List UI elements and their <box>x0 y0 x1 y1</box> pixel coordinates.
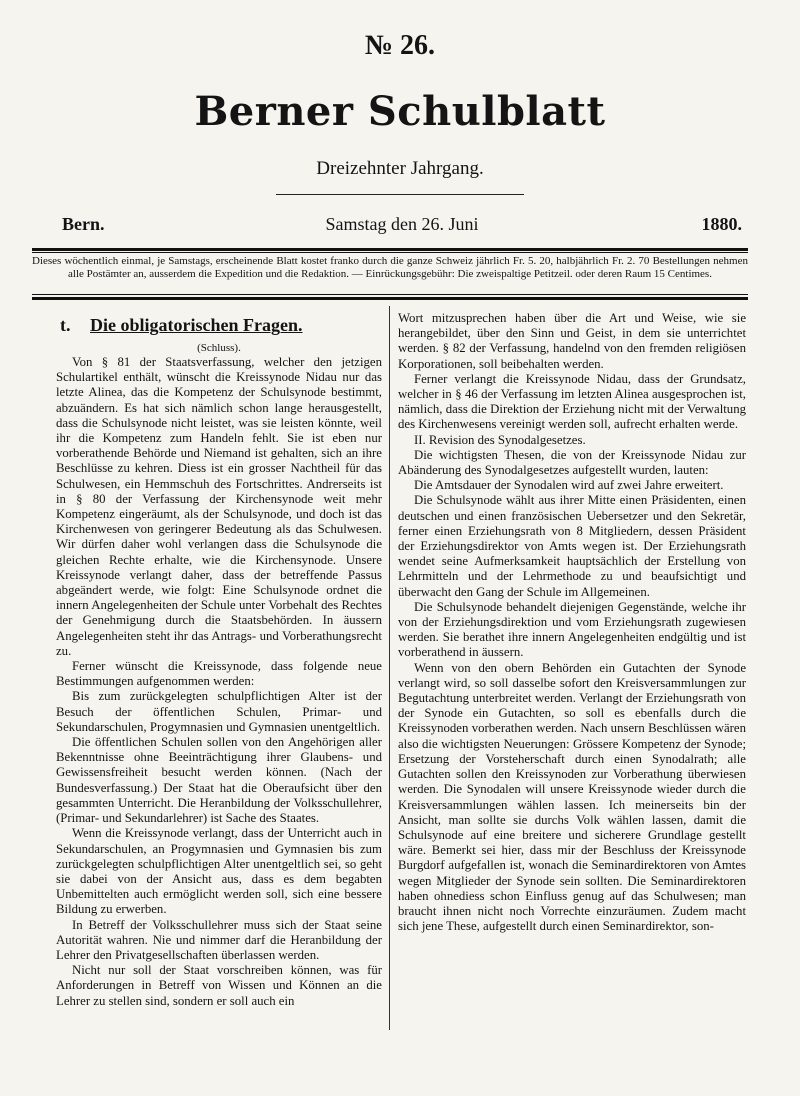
issue-date: Samstag den 26. Juni <box>325 214 479 234</box>
paragraph: Wort mitzusprechen haben über die Art und Weise, wie sie herangebildet, über den Sinn und Geist, in dem sie unterrichtet werden. § 82 der Verfassung, handelnd von den fremden religiösen Korporationen, soll beibehalten werden. <box>398 311 746 371</box>
paragraph: In Betreff der Volksschullehrer muss sich der Staat seine Autorität wahren. Nie und nimmer darf die Heranbildung der Lehrer den Privatgesellschaften überlassen werden. <box>56 917 382 962</box>
rule-bottom-thick <box>32 297 748 300</box>
paragraph: Die wichtigsten Thesen, die von der Kreissynode Nidau zur Abänderung des Synodalgesetzes aufgestellt wurden, lauten: <box>398 447 746 478</box>
left-column <box>56 313 382 1009</box>
rule-top-thin <box>32 252 748 253</box>
paragraph: Ferner wünscht die Kreissynode, dass folgende neue Bestimmungen aufgenommen werden: <box>56 659 382 689</box>
rule-bottom-thin <box>32 294 748 295</box>
paragraph: Ferner verlangt die Kreissynode Nidau, dass der Grundsatz, welcher in § 46 der Verfassung im letzten Alinea ausgesprochen ist, nämlich, dass die Direktion der Erziehung nicht mit der Verwaltung des Kirchenwesens vereinigt werden soll, aufrecht erhalten werde. <box>398 371 746 432</box>
paragraph: Wenn die Kreissynode verlangt, dass der Unterricht auch in Sekundarschulen, an Progymnasien und Gymnasien bis zum zurückgelegten schulpflichtigen Alter unentgeltlich sei, so geht sie dabei von der Ansicht aus, dass es dem begabten Unbemittelten auch ermöglicht werden soll, sich eine bessere Bildung zu erwerben. <box>56 826 382 917</box>
paragraph: Nicht nur soll der Staat vorschreiben können, was für Anforderungen in Betreff von Wissen und Können an die Lehrer zu stellen sind, sondern er soll auch ein <box>56 963 382 1008</box>
volume-subtitle: Dreizehnter Jahrgang. <box>316 158 484 179</box>
column-divider <box>389 306 390 1030</box>
continuation-note: (Schluss). <box>197 342 241 354</box>
section-heading: II. Revision des Synodalgesetzes. <box>414 432 586 447</box>
paragraph: Bis zum zurückgelegten schulpflichtigen Alter ist der Besuch der öffentlichen Schulen, Primar- und Sekundarschulen, Progymnasien und Gymnasien unentgeltlich. <box>56 689 382 734</box>
newspaper-title: Berner Schulblatt <box>194 88 606 135</box>
paragraph: Die öffentlichen Schulen sollen von den Angehörigen aller Bekenntnisse ohne Beeinträchtigung ihrer Glaubens- und Gewissensfreiheit besucht werden können. (Nach der Bundesverfassung.) Der Staat hat die Oberaufsicht über den gesammten Unterricht. Die Heranbildung der Volksschullehrer, (Primar- und Sekundarlehrer) ist Sache des Staates. <box>56 735 382 826</box>
place-of-publication: Bern. <box>62 214 105 234</box>
article-title: Die obligatorischen Fragen. <box>90 315 303 335</box>
article-heading <box>56 313 382 337</box>
issue-number: № 26. <box>364 30 436 61</box>
issue-year: 1880. <box>701 214 742 234</box>
rule-top-thick <box>32 248 748 251</box>
article-marker: t. <box>60 315 71 335</box>
paragraph: Die Amtsdauer der Synodalen wird auf zwei Jahre erweitert. <box>414 478 724 493</box>
dateline <box>62 214 742 238</box>
paragraph: Von § 81 der Staatsverfassung, welcher den jetzigen Schulartikel enthält, wünscht die Kreissynode Nidau nur das letzte Alinea, das die Kompetenz der Schulsynode bestimmt, abzuändern. Es hat sich nämlich schon lange herausgestellt, dass die Schulsynode nicht leistet, was sie leisten könnte, weil ihr die Kompetenz zum Handeln fehlt. Sie ist eben nur vorberathende Behörde und Niemand ist gehalten, sich an ihre Beschlüsse zu kehren. Diess ist ein grosser Nachtheil für das Schulwesen, ein Hemmschuh des Fortschrittes. Andrerseits ist in § 80 der Verfassung der Kirchensynode weit mehr Kompetenz eingeräumt, als der Schulsynode, und doch ist das Kirchenwesen von geringerer Bedeutung als das Schulwesen. Wir dürfen daher wohl verlangen dass die Schulsynode die gleichen Rechte erhalte, wie die Kirchensynode. Unsere Kreissynode verlangt daher, dass der betreffende Passus abgeändert werde, wie folgt: Eine Schulsynode ordnet die innern Angelegenheiten der Schule unter Vorbehalt des Rechtes der Genehmigung durch die Staatsbehörden. In äussern Angelegenheiten steht ihr das Antrags- und Vorberathungsrecht zu. <box>56 355 382 658</box>
paragraph: Die Schulsynode wählt aus ihrer Mitte einen Präsidenten, einen deutschen und einen französischen Uebersetzer und den Sekretär, ferner einen Erziehungsrath von 8 Mitgliedern, dessen Präsident der Erziehungsdirektor von Amts wegen ist. Der Erziehungsrath wendet seine Aufmerksamkeit hauptsächlich der Erstellung von Lehrmitteln und der Lehrmethode zu und beaufsichtigt und überwacht den Gang der Schule im Allgemeinen. <box>398 493 746 599</box>
subscription-notice: Dieses wöchentlich einmal, je Samstags, erscheinende Blatt kostet franko durch die ganze Schweiz jährlich Fr. 5. 20, halbjährlich Fr. 2. 70 Bestellungen nehmen alle Postämter an, ausserdem die Expedition und die Redaktion. — Einrückungsgebühr: Die zweispaltige Petitzeil. oder deren Raum 15 Centimes. <box>32 255 748 280</box>
right-column <box>398 311 746 934</box>
paragraph: Die Schulsynode behandelt diejenigen Gegenstände, welche ihr von der Erziehungsdirektion und vom Erziehungsrath zugewiesen werden. Sie berathet ihre innern Angelegenheiten endgültig und ist vorberathend in äussern. <box>398 599 746 660</box>
title-divider <box>276 194 524 195</box>
paragraph: Wenn von den obern Behörden ein Gutachten der Synode verlangt wird, so soll dasselbe sofort den Kreisversammlungen zur Begutachtung unterbreitet werden. Verlangt der Erziehungsrath von der Synode ein Gutachten, so soll es ebenfalls durch die Kreissynoden vorberathen werden. Nach unsern Beschlüssen wären also die wichtigsten Neuerungen: Grössere Kompetenz der Synode; Ersetzung der Vorsteherschaft durch einen Synodalrath; alle Gutachten sollen den Kreissynoden zur Vorberathung überwiesen werden. Die Synodalen will unsere Kreissynode wieder durch die Kreisversammlungen wählen lassen. Ich meinerseits bin der Ansicht, man sollte sie durchs Volk wählen lassen, damit die Schulsynode auf eine breitere und sicherere Grundlage gestellt wäre. Bemerkt sei hier, dass mir der Beschluss der Kreissynode Burgdorf aufgefallen ist, wonach die Seminardirektoren von Amtes wegen Mitglieder der Synode sein sollten. Die Seminardirektoren haben ohnediess schon Einfluss genug auf das Schulwesen; man braucht ihnen nicht noch Vorrechte einzuräumen. Zudem macht sich jene These, aufgestellt durch einen Seminardirektor, son- <box>398 660 746 934</box>
